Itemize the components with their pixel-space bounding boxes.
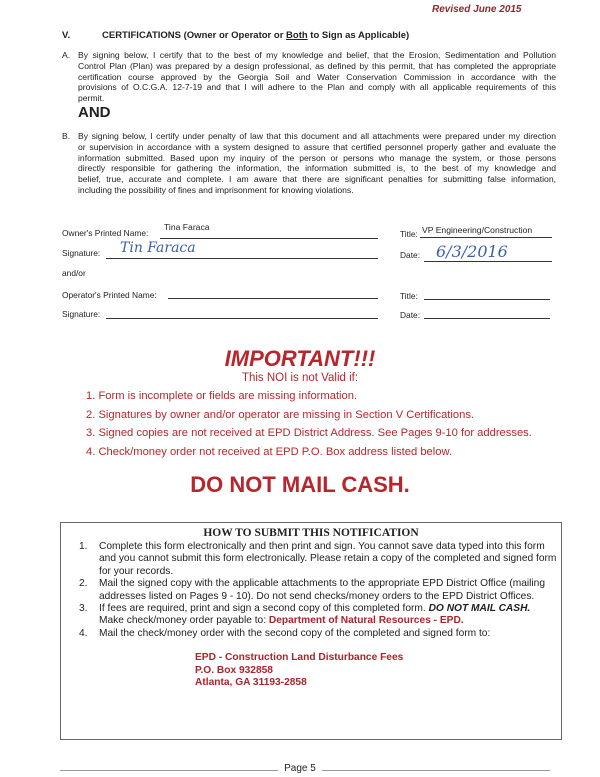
para-line: Control Plan (Plan) was prepared by a design professional, as defined by this permit, that has completed the appropriate: [78, 60, 556, 71]
step-item: [61, 541, 561, 578]
list-item: 2. Signatures by owner and/or operator are missing in Section V Certifications.: [86, 408, 475, 421]
signature-line: [106, 258, 378, 259]
para-line: certification course approved by the Georgia Soil and Water Conservation Commission in accordance with the: [78, 71, 556, 82]
para-label: B.: [62, 131, 71, 141]
title-line: [420, 237, 552, 238]
operator-signature-label: Signature:: [62, 309, 101, 319]
date-line: [424, 261, 552, 262]
title-value[interactable]: VP Engineering/Construction: [422, 225, 533, 235]
para-label: A.: [62, 50, 71, 60]
payee: Department of Natural Resources - EPD.: [268, 615, 464, 627]
invalid-conditions-list: [86, 387, 532, 461]
address-line: Atlanta, GA 31193-2858: [195, 677, 307, 689]
para-line: or supervision in accordance with a system designed to assure that certified personnel properly gather and evaluate the: [78, 141, 556, 152]
step-item: [61, 603, 561, 628]
step-emphasis: DO NOT MAIL CASH.: [428, 603, 531, 615]
para-line: By signing below, I certify under penalty of law that this document and all attachments were prepared under my direction: [78, 131, 556, 141]
section-title-both: Both: [286, 30, 308, 41]
signature-label: Signature:: [62, 248, 101, 258]
para-line: By signing below, I certify that to the best of my knowledge and belief, that the Erosion, Sedimentation and Pollution: [78, 50, 556, 60]
para-line: including the possibility of fines and imprisonment for knowing violations.: [78, 184, 354, 195]
section-title: CERTIFICATIONS (Owner or Operator or: [102, 30, 287, 41]
certification-a: [62, 50, 556, 104]
owner-name-value[interactable]: Tina Faraca: [164, 222, 210, 232]
section-number: V.: [62, 30, 71, 41]
mailing-address: [195, 652, 561, 689]
operator-name-label: Operator's Printed Name:: [62, 290, 157, 300]
step-text: Make check/money order payable to:: [99, 615, 269, 627]
operator-date-label: Date:: [400, 310, 421, 320]
revision-note: Revised June 2015: [432, 4, 522, 15]
step-number: 3.: [79, 603, 88, 615]
operator-title-line[interactable]: [424, 299, 550, 300]
para-line: provisions of O.C.G.A. 12-7-19 and that I will adhere to the Plan and comply with all applicable requirements of this: [78, 82, 556, 93]
section-heading: [62, 30, 410, 41]
address-line: EPD - Construction Land Disturbance Fees: [195, 652, 404, 664]
step-item: [61, 628, 561, 640]
page-number-text: Page 5: [278, 763, 322, 774]
how-to-submit-box: [60, 522, 562, 740]
step-text: If fees are required, print and sign a second copy of this completed form.: [99, 603, 429, 615]
operator-signature-line[interactable]: [106, 318, 378, 319]
para-line: directly responsible for gathering the information, the information submitted is, to the best of my knowledge and: [78, 163, 556, 174]
list-item: 3. Signed copies are not received at EPD District Address. See Pages 9-10 for addresses.: [86, 427, 532, 440]
step-number: 1.: [79, 541, 88, 552]
operator-date-line[interactable]: [424, 318, 550, 319]
operator-title-label: Title:: [400, 291, 418, 301]
address-line: P.O. Box 932858: [195, 664, 273, 676]
step-text: Mail the check/money order with the second copy of the completed and signed form to:: [99, 627, 491, 639]
owner-name-line: [160, 238, 378, 239]
list-item: 4. Check/money order not received at EPD P.O. Box address listed below.: [86, 445, 453, 458]
important-heading: IMPORTANT!!!: [224, 346, 376, 371]
date-label: Date:: [400, 250, 421, 260]
and-heading: AND: [78, 104, 111, 121]
do-not-mail-cash: DO NOT MAIL CASH.: [190, 472, 410, 497]
step-text: Mail the signed copy with the applicable attachments to the appropriate EPD District Office (mailing addresses listed on Pages 9 - 10). Do not send checks/money orders to the EPD District Offices.: [99, 578, 546, 602]
andor-label: and/or: [62, 268, 86, 278]
list-item: 1. Form is incomplete or fields are missing information.: [86, 390, 358, 402]
step-text: Complete this form electronically and then print and sign. You cannot save data typed into this form and you cannot submit this form electronically. Please retain a copy of the completed and signed form for your records.: [99, 541, 557, 577]
para-line: permit.: [78, 93, 105, 104]
date-value[interactable]: 6/3/2016: [436, 242, 508, 261]
page-number: [0, 763, 600, 774]
step-number: 2.: [79, 578, 88, 590]
para-line: belief, true, accurate and complete. I am aware that there are significant penalties for submitting false information,: [78, 174, 556, 185]
owner-signature[interactable]: Tin Faraca: [120, 240, 196, 256]
steps-list: [61, 541, 561, 640]
operator-name-line[interactable]: [168, 298, 378, 299]
section-title-end: to Sign as Applicable): [307, 30, 410, 41]
how-to-title: HOW TO SUBMIT THIS NOTIFICATION: [203, 527, 419, 539]
title-label: Title:: [400, 229, 418, 239]
owner-name-label: Owner's Printed Name:: [62, 228, 149, 238]
step-number: 4.: [79, 627, 88, 639]
certification-b: [62, 131, 556, 196]
para-line: information submitted. Based upon my inquiry of the person or persons who manage the system, or those persons: [78, 152, 556, 163]
important-subtitle: This NOI is not Valid if:: [241, 372, 359, 384]
step-item: [61, 578, 561, 603]
